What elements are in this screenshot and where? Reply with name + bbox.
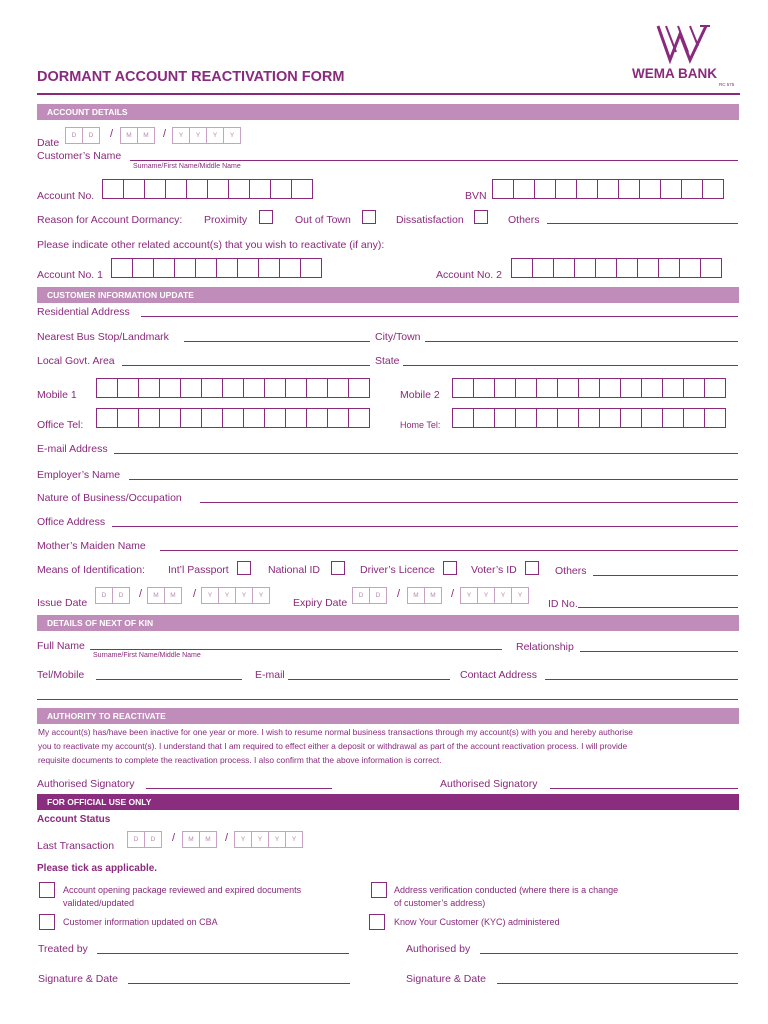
employer-label: Employer’s Name [37,469,121,481]
check-cba-updated[interactable] [39,914,55,930]
id-no-label: ID No. [548,598,578,610]
bus-stop-label: Nearest Bus Stop/Landmark [37,331,169,343]
nok-full-name-label: Full Name [37,640,85,652]
check-kyc[interactable] [369,914,385,930]
city-label: City/Town [375,331,421,343]
reason-others-label: Others [508,214,540,226]
id-no-field[interactable] [578,607,738,608]
id-others-field[interactable] [593,575,738,576]
home-tel-label: Home Tel: [400,420,441,430]
check-cba-updated-label: Customer information updated on CBA [63,917,218,927]
mobile-2-label: Mobile 2 [400,389,440,401]
account-status-heading: Account Status [37,814,111,825]
office-address-field[interactable] [112,526,738,527]
customer-name-hint: Surname/First Name/Middle Name [133,163,241,170]
lga-field[interactable] [122,365,370,366]
bvn-boxes[interactable] [492,179,723,199]
last-transaction-day-boxes[interactable]: D D [127,831,161,848]
nok-name-hint: Surname/First Name/Middle Name [93,652,201,659]
nok-full-name-field[interactable] [90,649,502,650]
nok-tel-field[interactable] [96,679,242,680]
date-year-boxes[interactable]: Y Y Y Y [172,127,240,144]
date-day-boxes[interactable]: D D [65,127,99,144]
form-title: DORMANT ACCOUNT REACTIVATION FORM [37,69,345,85]
residential-label: Residential Address [37,306,130,318]
account-no-2-boxes[interactable] [511,258,721,278]
mobile-1-boxes[interactable] [96,378,369,398]
office-tel-label: Office Tel: [37,419,84,431]
issue-date-year-boxes[interactable]: Y Y Y Y [201,587,269,604]
section-authority: AUTHORITY TO REACTIVATE [37,708,739,724]
authority-paragraph: My account(s) has/have been inactive for one year or more. I wish to resume normal business transactions through my account(s) with you and hereby authorise you to reactivate my account(s). I understand that I am required to effect either a deposit or withdrawal as part of the account reactivation process. I will provide requisite documents to complete the reactivation process. I also confirm that the above information is correct. [38,727,633,765]
reason-out-of-town-label: Out of Town [295,214,351,226]
account-no-1-label: Account No. 1 [37,269,103,281]
state-field[interactable] [403,365,738,366]
reason-dissatisfaction-label: Dissatisfaction [396,214,464,226]
id-national-label: National ID [268,564,320,576]
lga-label: Local Govt. Area [37,355,115,367]
authorised-signatory-2-field[interactable] [550,788,738,789]
nok-relationship-label: Relationship [516,641,574,653]
check-account-package-label: Account opening package reviewed and expired documents validated/updated [63,885,302,908]
id-national-checkbox[interactable] [331,561,345,575]
email-field[interactable] [114,453,738,454]
header-divider [37,93,740,95]
nok-email-label: E-mail [255,669,285,681]
office-address-label: Office Address [37,516,106,528]
reason-others-field[interactable] [547,223,738,224]
bvn-label: BVN [465,190,487,202]
account-no-boxes[interactable] [102,179,312,199]
section-customer-info: CUSTOMER INFORMATION UPDATE [37,287,739,303]
expiry-date-label: Expiry Date [293,597,348,609]
treated-by-field[interactable] [97,953,349,954]
city-field[interactable] [425,341,738,342]
check-account-package[interactable] [39,882,55,898]
account-no-2-label: Account No. 2 [436,269,502,281]
id-drivers-licence-checkbox[interactable] [443,561,457,575]
wema-logo-icon [656,22,712,64]
residential-field[interactable] [141,316,738,317]
maiden-name-field[interactable] [160,550,738,551]
state-label: State [375,355,400,367]
section-account-details: ACCOUNT DETAILS [37,104,739,120]
section-next-of-kin: DETAILS OF NEXT OF KIN [37,615,739,631]
expiry-date-year-boxes[interactable]: Y Y Y Y [460,587,528,604]
issue-date-month-boxes[interactable]: M M [147,587,181,604]
authorised-signatory-1-label: Authorised Signatory [37,778,135,790]
date-month-boxes[interactable]: M M [120,127,154,144]
id-passport-label: Int’l Passport [168,564,229,576]
expiry-date-month-boxes[interactable]: M M [407,587,441,604]
last-transaction-label: Last Transaction [37,840,115,852]
signature-date-2-label: Signature & Date [406,973,486,985]
other-accounts-note: Please indicate other related account(s) that you wish to reactivate (if any): [37,239,385,251]
business-label: Nature of Business/Occupation [37,492,182,504]
signature-date-2-field[interactable] [497,983,738,984]
check-address-verification-label: Address verification conducted (where there is a change of customer’s address) [394,885,619,908]
nok-contact-field[interactable] [545,679,738,680]
nok-tel-label: Tel/Mobile [37,669,85,681]
business-field[interactable] [200,502,738,503]
id-others-label: Others [555,565,587,577]
id-drivers-licence-label: Driver’s Licence [360,564,435,576]
authorised-signatory-2-label: Authorised Signatory [440,778,538,790]
mobile-2-boxes[interactable] [452,378,725,398]
issue-date-label: Issue Date [37,597,88,609]
signature-date-1-label: Signature & Date [38,973,118,985]
last-transaction-year-boxes[interactable]: Y Y Y Y [234,831,302,848]
account-no-1-boxes[interactable] [111,258,321,278]
authorised-by-label: Authorised by [406,943,471,955]
authorised-by-field[interactable] [480,953,738,954]
nok-email-field[interactable] [288,679,450,680]
nok-relationship-field[interactable] [580,651,738,652]
treated-by-label: Treated by [38,943,88,955]
nok-contact-field-line-2[interactable] [37,699,738,700]
customer-name-field[interactable] [130,160,738,161]
employer-field[interactable] [129,479,738,480]
means-id-label: Means of Identification: [37,564,145,576]
id-voters-checkbox[interactable] [525,561,539,575]
signature-date-1-field[interactable] [128,983,350,984]
id-passport-checkbox[interactable] [237,561,251,575]
mobile-1-label: Mobile 1 [37,389,77,401]
check-address-verification[interactable] [371,882,387,898]
expiry-date-day-boxes[interactable]: D D [352,587,386,604]
home-tel-boxes[interactable] [452,408,725,428]
office-tel-boxes[interactable] [96,408,369,428]
id-voters-label: Voter’s ID [471,564,517,576]
nok-contact-label: Contact Address [460,669,538,681]
authorised-signatory-1-field[interactable] [146,788,332,789]
reason-label: Reason for Account Dormancy: [37,214,183,226]
check-kyc-label: Know Your Customer (KYC) administered [394,917,560,927]
reason-out-of-town-checkbox[interactable] [362,210,376,224]
issue-date-day-boxes[interactable]: D D [95,587,129,604]
bank-name: WEMA BANK [632,66,717,81]
last-transaction-month-boxes[interactable]: M M [182,831,216,848]
date-label: Date [37,137,60,149]
section-official-use: FOR OFFICIAL USE ONLY [37,794,739,810]
reason-dissatisfaction-checkbox[interactable] [474,210,488,224]
rc-number: RC 575 [719,82,735,87]
customer-name-label: Customer’s Name [37,150,122,162]
maiden-name-label: Mother’s Maiden Name [37,540,146,552]
reason-proximity-checkbox[interactable] [259,210,273,224]
bus-stop-field[interactable] [184,341,370,342]
tick-instruction: Please tick as applicable. [37,863,158,874]
email-label: E-mail Address [37,443,108,455]
reason-proximity-label: Proximity [204,214,248,226]
account-no-label: Account No. [37,190,95,202]
